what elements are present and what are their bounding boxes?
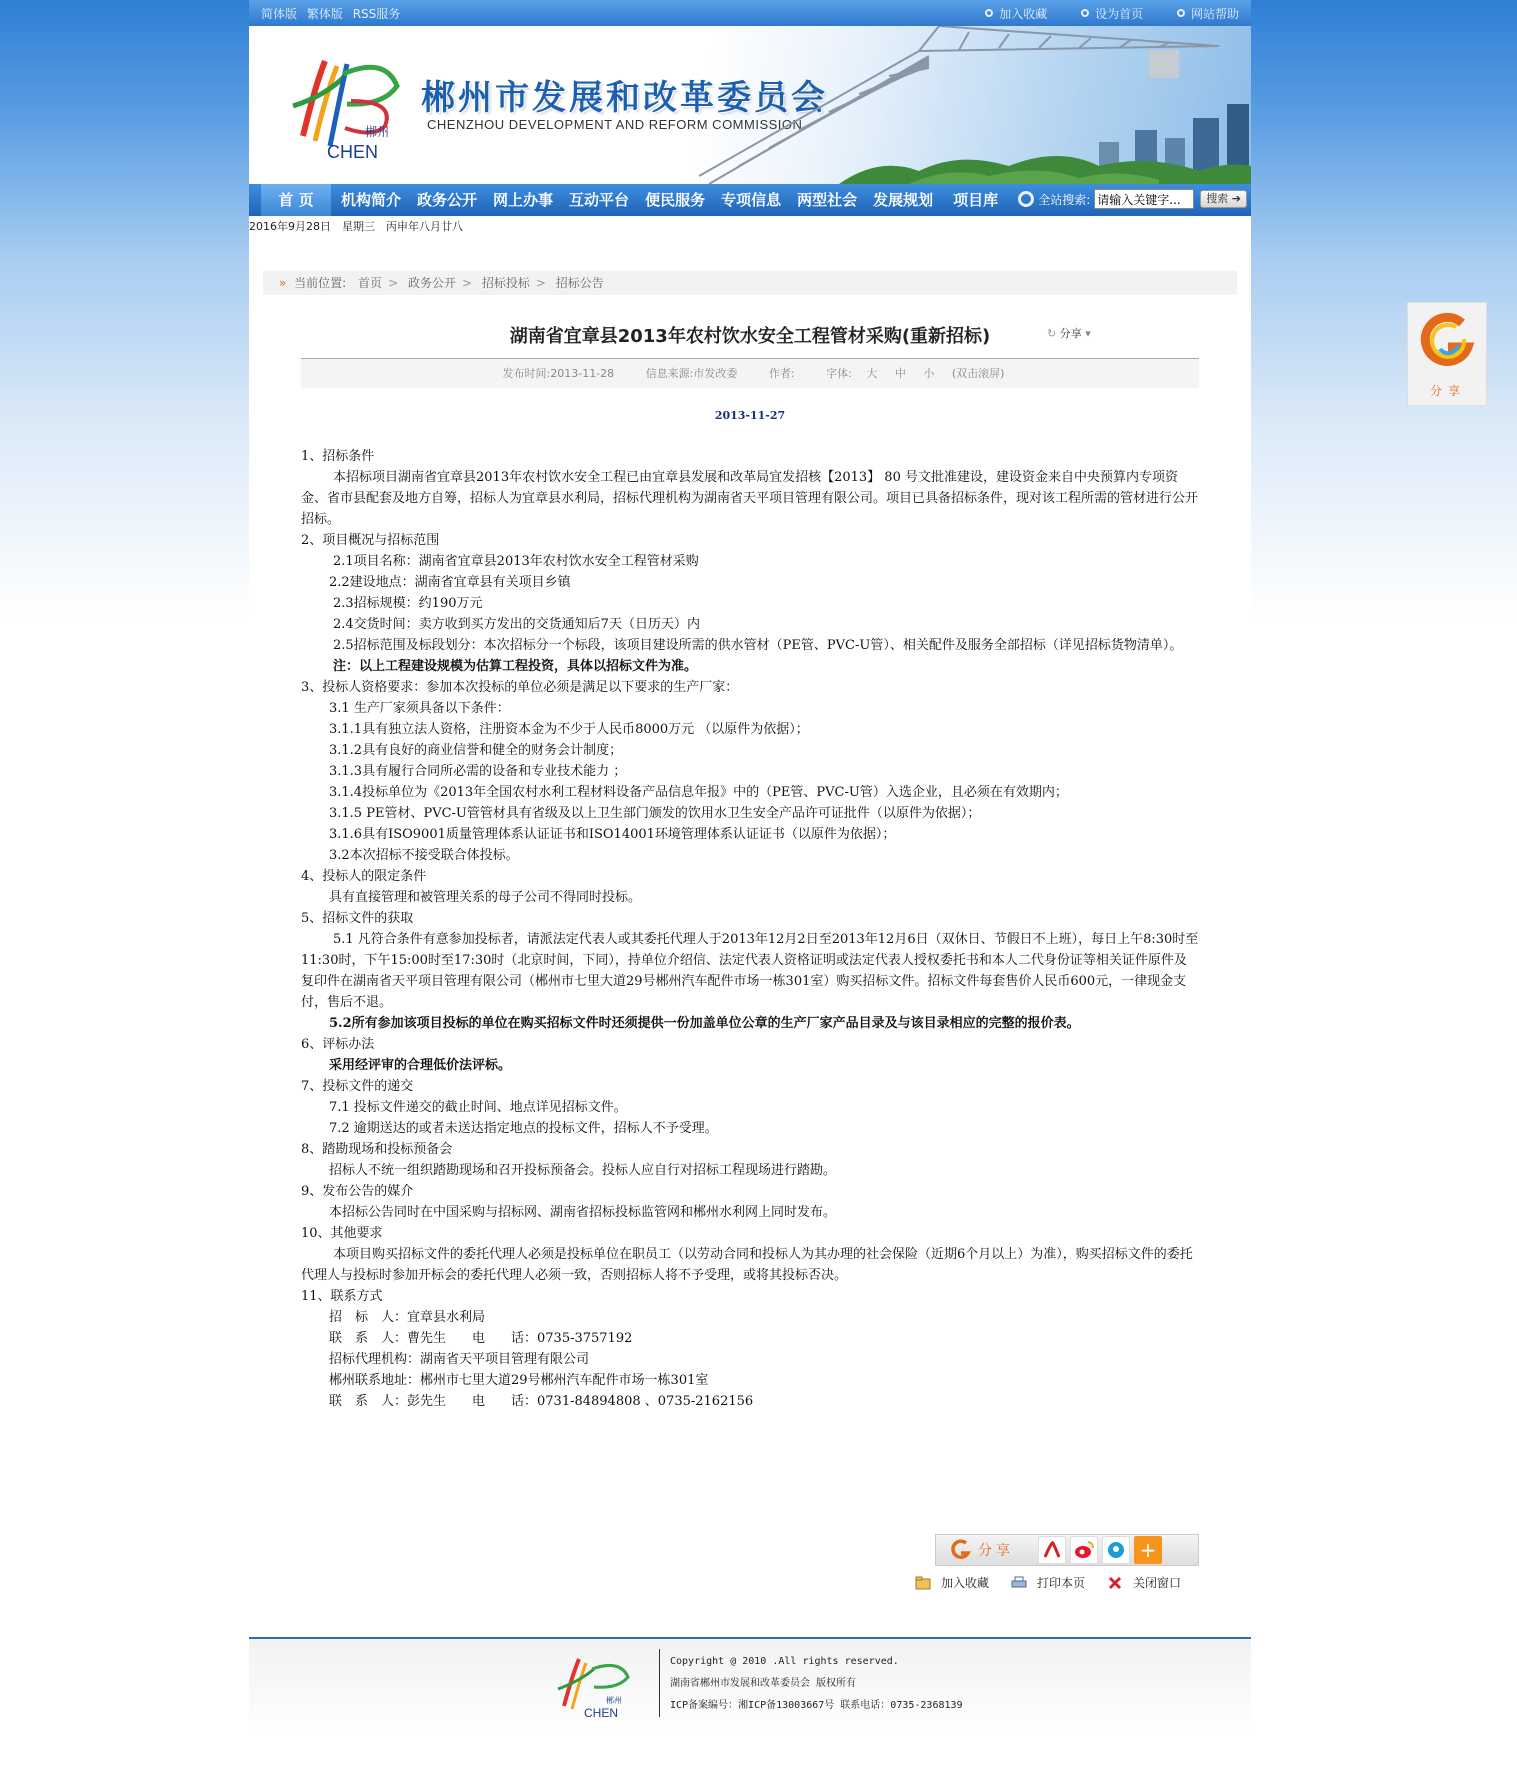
article-paragraph: 2.4交货时间：卖方收到买方发出的交货通知后7天（日历天）内 <box>333 617 700 632</box>
article-body <box>301 446 1199 1412</box>
article-paragraph: 2.1项目名称：湖南省宜章县2013年农村饮水安全工程管材采购 <box>333 554 699 569</box>
weibo-share-icon[interactable] <box>1070 1536 1098 1564</box>
article-paragraph: 本招标公告同时在中国采购与招标网、湖南省招标投标监管网和郴州水利网上同时发布。 <box>329 1205 837 1220</box>
footer-divider <box>659 1649 660 1717</box>
share-bar <box>935 1534 1199 1566</box>
nav-online-service[interactable]: 网上办事 <box>493 191 554 209</box>
article-paragraph: 3.1.5 PE管材、PVC-U管管材具有省级及以上卫生部门颁发的饮用水卫生安全产品许可证批件（以原件为依据）； <box>329 806 981 821</box>
article-paragraph: 2.2建设地点：湖南省宜章县有关项目乡镇 <box>329 575 571 590</box>
add-favorite-button[interactable]: 加入收藏 <box>915 1574 989 1591</box>
nav-public-service[interactable]: 便民服务 <box>645 191 706 209</box>
article-paragraph: 1、招标条件 <box>301 449 375 464</box>
article-paragraph: 11、联系方式 <box>301 1289 383 1304</box>
breadcrumb: » 当前位置: 首页 > 政务公开 > 招标投标 > 招标公告 <box>263 271 1237 295</box>
font-medium[interactable]: 中 <box>894 367 906 380</box>
article-paragraph: 联 系 人：曹先生 电 话：0735-3757192 <box>329 1331 633 1346</box>
pdf-share-icon[interactable] <box>1038 1536 1066 1564</box>
main-nav <box>249 184 1251 216</box>
article-meta <box>301 358 1199 388</box>
icp-info: ICP备案编号：湘ICP备13003667号 联系电话：0735-2368139 <box>670 1700 963 1711</box>
article-paragraph: 注：以上工程建设规模为估算工程投资，具体以招标文件为准。 <box>333 659 698 674</box>
more-share-button[interactable]: + <box>1134 1536 1162 1564</box>
floating-share-label: 分享 <box>1429 384 1466 398</box>
article-paragraph: 4、投标人的限定条件 <box>301 869 427 884</box>
breadcrumb-home[interactable]: 首页 <box>358 276 383 290</box>
share-logo-icon <box>1418 309 1478 369</box>
site-search <box>1018 189 1247 209</box>
article-paragraph: 3.2本次招标不接受联合体投标。 <box>329 848 519 863</box>
circle-icon <box>1081 9 1089 17</box>
logo-cn: 郴州 <box>365 125 390 139</box>
article-actions <box>915 1574 1203 1591</box>
circle-icon <box>1177 9 1185 17</box>
font-size-label: 字体: <box>826 367 852 380</box>
footer-logo-en: CHEN <box>584 1706 619 1720</box>
add-favorite-link[interactable]: 加入收藏 <box>985 5 1047 22</box>
chevron-down-icon: ▾ <box>1085 327 1091 340</box>
nav-interactive[interactable]: 互动平台 <box>569 191 630 209</box>
search-button[interactable]: 搜索 ➔ <box>1200 190 1247 208</box>
breadcrumb-label: 当前位置: <box>294 276 347 290</box>
article-paragraph: 3.1 生产厂家须具备以下条件： <box>329 701 510 716</box>
traditional-link[interactable]: 繁体版 <box>306 6 343 21</box>
top-links-right <box>955 5 1239 22</box>
tencent-share-icon[interactable] <box>1102 1536 1130 1564</box>
pub-time: 发布时间:2013-11-28 <box>502 367 615 380</box>
article-paragraph: 5.1 凡符合条件有意参加投标者，请派法定代表人或其委托代理人于2013年12月2日至2013年12月6日（双休日、节假日不上班），每日上午8:30时至11:30时，下午15:00时至17:30时（北京时间，下同），持单位介绍信、法定代表人资格证明或法定代表人授权委托书和本人二代身份证等相关证件原件及复印件在湖南省天平项目管理有限公司（郴州市七里大道29号郴州汽车配件市场一栋301室）购买招标文件。招标文件每套售价人民币600元，一律现金支付，售后不退。 <box>301 932 1199 1010</box>
nav-planning[interactable]: 发展规划 <box>873 191 934 209</box>
article-paragraph: 招标代理机构：湖南省天平项目管理有限公司 <box>329 1352 590 1367</box>
printer-icon <box>1011 1576 1027 1590</box>
crane-illustration-icon <box>679 26 1251 184</box>
arrow-right-icon: » <box>279 276 287 290</box>
share-swirl-icon: ↻ <box>1047 327 1057 340</box>
logo-en: CHEN <box>327 142 379 162</box>
folder-icon <box>915 1576 931 1590</box>
close-icon <box>1107 1576 1123 1590</box>
site-help-link[interactable]: 网站帮助 <box>1177 5 1239 22</box>
footer-text <box>670 1651 963 1717</box>
font-large[interactable]: 大 <box>866 367 878 380</box>
share-logo-icon[interactable] <box>950 1539 972 1561</box>
site-subtitle: CHENZHOU DEVELOPMENT AND REFORM COMMISSION <box>427 117 803 132</box>
article-paragraph: 3.1.2具有良好的商业信誉和健全的财务会计制度； <box>329 743 623 758</box>
article-paragraph: 9、发布公告的媒介 <box>301 1184 414 1199</box>
close-window-button[interactable]: 关闭窗口 <box>1107 1574 1181 1591</box>
nav-about[interactable]: 机构简介 <box>341 191 402 209</box>
site-title: 郴州市发展和改革委员会 <box>421 78 828 118</box>
article-paragraph: 招标人不统一组织踏勘现场和召开投标预备会。投标人应自行对招标工程现场进行踏勘。 <box>329 1163 837 1178</box>
set-homepage-link[interactable]: 设为首页 <box>1081 5 1143 22</box>
header-banner <box>249 26 1251 184</box>
article-paragraph: 2.3招标规模：约190万元 <box>333 596 483 611</box>
author: 作者: <box>768 367 795 380</box>
search-label: 全站搜索: <box>1038 192 1091 207</box>
scroll-toggle[interactable]: (双击滚屏) <box>951 367 1005 380</box>
chen-logo-icon <box>285 46 405 166</box>
rss-link[interactable]: RSS服务 <box>352 6 401 21</box>
article-paragraph: 2、项目概况与招标范围 <box>301 533 440 548</box>
article-title: 湖南省宜章县2013年农村饮水安全工程管材采购(重新招标) <box>509 326 991 347</box>
article-paragraph: 3.1.4投标单位为《2013年全国农村水利工程材料设备产品信息年报》中的（PE管、PVC-U管）入选企业，且必须在有效期内； <box>329 785 1068 800</box>
search-input[interactable] <box>1094 189 1194 209</box>
article-paragraph: 10、其他要求 <box>301 1226 383 1241</box>
article-paragraph: 具有直接管理和被管理关系的母子公司不得同时投标。 <box>329 890 642 905</box>
nav-gov-open[interactable]: 政务公开 <box>417 191 478 209</box>
breadcrumb-notice[interactable]: 招标公告 <box>555 276 604 290</box>
floating-share-button[interactable] <box>1407 302 1487 406</box>
share-label: 分享 <box>978 1543 1014 1559</box>
article-paragraph: 2.5招标范围及标段划分：本次招标分一个标段，该项目建设所需的供水管材（PE管、PVC-U管）、相关配件及服务全部招标（详见招标货物清单）。 <box>333 638 1183 653</box>
nav-special-info[interactable]: 专项信息 <box>721 191 782 209</box>
copyright: Copyright @ 2010 .All rights reserved. <box>670 1656 899 1667</box>
date-bar: 2016年9月28日 星期三 丙申年八月廿八 <box>249 220 463 233</box>
article-date: 2013-11-27 <box>714 409 786 422</box>
article-paragraph: 3.1.6具有ISO9001质量管理体系认证证书和ISO14001环境管理体系认证证书（以原件为依据）； <box>329 827 896 842</box>
print-button[interactable]: 打印本页 <box>1011 1574 1085 1591</box>
article-paragraph: 本招标项目湖南省宜章县2013年农村饮水安全工程已由宜章县发展和改革局宜发招核【2013】 80 号文批准建设，建设资金来自中央预算内专项资金、省市县配套及地方自筹，招标人为宜章县水利局，招标代理机构为湖南省天平项目管理有限公司。项目已具备招标条件，现对该工程所需的管材进行公开招标。 <box>301 470 1199 527</box>
font-small[interactable]: 小 <box>923 367 935 380</box>
article-paragraph: 联 系 人：彭先生 电 话：0731-84894808 、0735-2162156 <box>329 1394 754 1409</box>
article-paragraph: 7.2 逾期送达的或者未送达指定地点的投标文件，招标人不予受理。 <box>329 1121 718 1136</box>
info-source: 信息来源:市发改委 <box>645 367 738 380</box>
article-paragraph: 郴州联系地址：郴州市七里大道29号郴州汽车配件市场一栋301室 <box>329 1373 709 1388</box>
article-paragraph: 3.1.1具有独立法人资格，注册资本金为不少于人民币8000万元 （以原件为依据）； <box>329 722 809 737</box>
page <box>249 0 1251 1776</box>
nav-project-db[interactable]: 项目库 <box>953 191 999 209</box>
top-links-left <box>261 5 406 22</box>
article-paragraph: 本项目购买招标文件的委托代理人必须是投标单位在职员工（以劳动合同和投标人为其办理的社会保险（近期6个月以上）为准），购买招标文件的委托代理人与投标时参加开标会的委托代理人必须一致，否则招标人将不予受理，或将其投标否决。 <box>301 1247 1193 1283</box>
search-icon <box>1018 191 1034 207</box>
article-paragraph: 3.1.3具有履行合同所必需的设备和专业技术能力 ； <box>329 764 627 779</box>
article-paragraph: 8、踏勘现场和投标预备会 <box>301 1142 453 1157</box>
article-paragraph: 采用经评审的合理低价法评标。 <box>329 1058 512 1073</box>
article-paragraph: 5.2所有参加该项目投标的单位在购买招标文件时还须提供一份加盖单位公章的生产厂家产品目录及与该目录相应的完整的报价表。 <box>329 1016 1080 1031</box>
nav-two-oriented[interactable]: 两型社会 <box>797 191 858 209</box>
article-paragraph: 6、评标办法 <box>301 1037 375 1052</box>
share-dropdown[interactable]: ↻ 分享 ▾ <box>1047 327 1091 340</box>
nav-home[interactable]: 首 页 <box>261 184 331 216</box>
breadcrumb-bidding[interactable]: 招标投标 <box>481 276 530 290</box>
owner: 湖南省郴州市发展和改革委员会 版权所有 <box>670 1678 857 1689</box>
article-paragraph: 7、投标文件的递交 <box>301 1079 414 1094</box>
article-paragraph: 7.1 投标文件递交的截止时间、地点详见招标文件。 <box>329 1100 627 1115</box>
top-bar <box>249 0 1251 26</box>
article-paragraph: 3、投标人资格要求：参加本次投标的单位必须是满足以下要求的生产厂家： <box>301 680 739 695</box>
article-paragraph: 招 标 人：宜章县水利局 <box>329 1310 486 1325</box>
footer-logo-cn: 郴州 <box>606 1696 622 1705</box>
circle-icon <box>985 9 993 17</box>
simplified-link[interactable]: 简体版 <box>261 6 298 21</box>
footer <box>249 1637 1251 1737</box>
footer-logo-icon <box>554 1651 634 1721</box>
article-paragraph: 5、招标文件的获取 <box>301 911 414 926</box>
breadcrumb-gov-open[interactable]: 政务公开 <box>407 276 456 290</box>
